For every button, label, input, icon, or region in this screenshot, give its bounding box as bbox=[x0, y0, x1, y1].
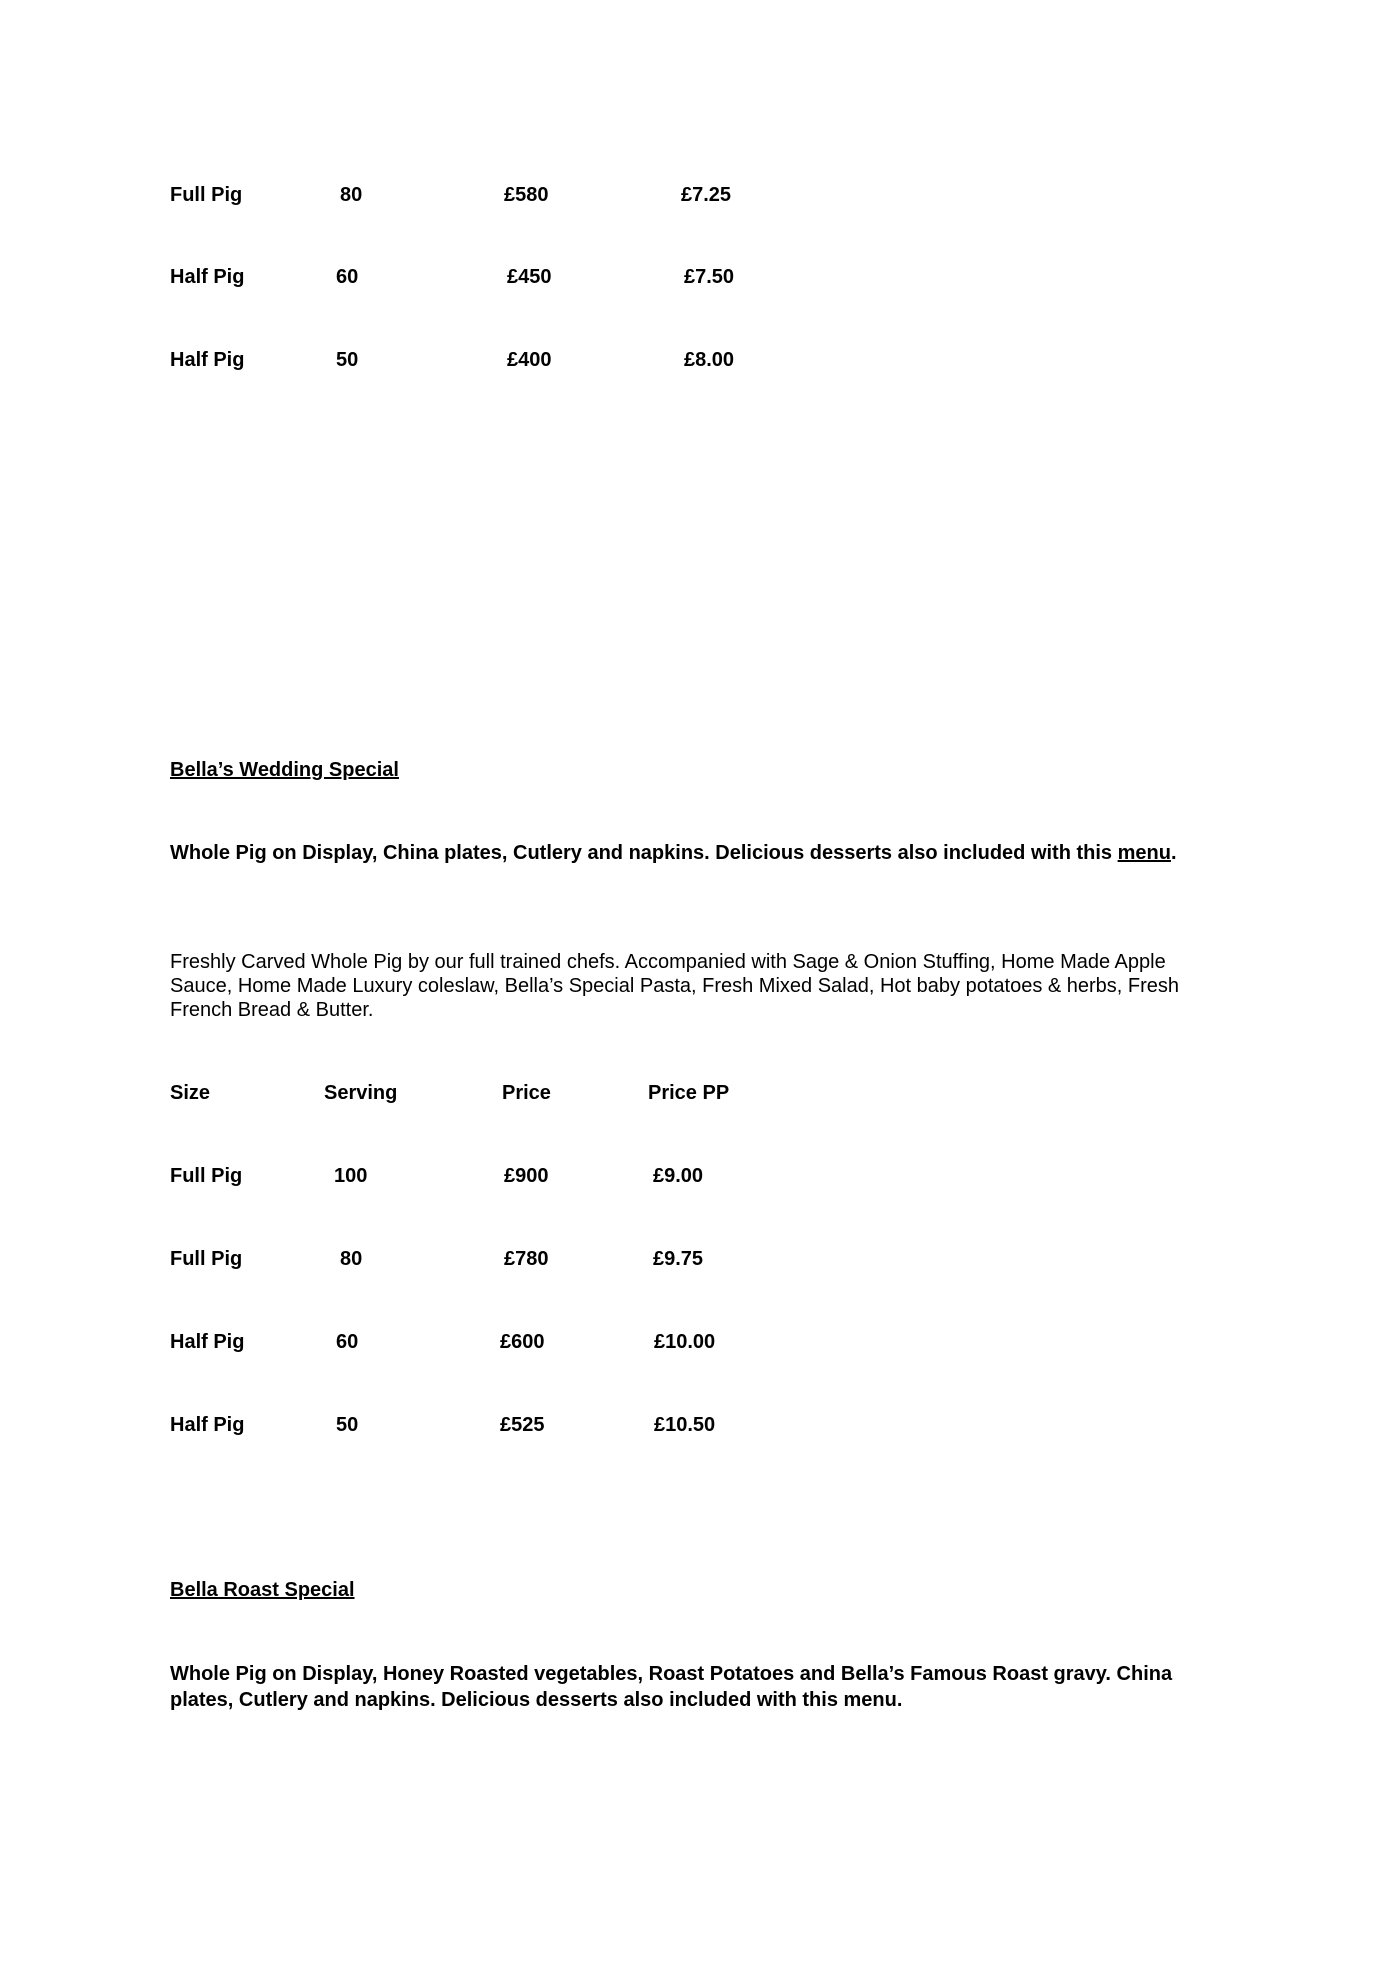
table-header-size: Size bbox=[170, 1082, 211, 1104]
table-cell-price-pp: £10.50 bbox=[654, 1414, 716, 1436]
table-cell-serving: 50 bbox=[336, 1414, 359, 1436]
table-cell-size: Full Pig bbox=[170, 184, 243, 206]
table-cell-size: Full Pig bbox=[170, 1248, 243, 1270]
wedding-intro-end: . bbox=[1170, 842, 1177, 864]
table-cell-price: £600 bbox=[500, 1331, 545, 1353]
table-header-serving: Serving bbox=[324, 1082, 398, 1104]
table-cell-price: £400 bbox=[507, 349, 552, 371]
table-cell-price: £525 bbox=[500, 1414, 545, 1436]
wedding-intro-text: Whole Pig on Display, China plates, Cutlery and napkins. Delicious desserts also included with this bbox=[170, 842, 1118, 864]
table-cell-price-pp: £8.00 bbox=[684, 349, 735, 371]
table-cell-price: £450 bbox=[507, 266, 552, 288]
table-cell-serving: 80 bbox=[340, 184, 363, 206]
table-cell-size: Full Pig bbox=[170, 1165, 243, 1187]
table-cell-price: £580 bbox=[504, 184, 549, 206]
table-cell-size: Half Pig bbox=[170, 1331, 245, 1353]
table-cell-serving: 80 bbox=[340, 1248, 363, 1270]
table-cell-price-pp: £7.25 bbox=[681, 184, 732, 206]
table-cell-size: Half Pig bbox=[170, 266, 245, 288]
wedding-intro bbox=[170, 841, 1190, 866]
table-header-price: Price bbox=[502, 1082, 551, 1104]
table-cell-price: £780 bbox=[504, 1248, 549, 1270]
table-cell-serving: 100 bbox=[334, 1165, 368, 1187]
table-cell-price-pp: £7.50 bbox=[684, 266, 735, 288]
section-heading-roast: Bella Roast Special bbox=[170, 1579, 355, 1601]
wedding-intro-underlined: menu bbox=[1117, 842, 1171, 864]
wedding-description: Freshly Carved Whole Pig by our full trained chefs. Accompanied with Sage & Onion Stuffing, Home Made Apple Sauce, Home Made Luxury coleslaw, Bella’s Special Pasta, Fresh Mixed Salad, Hot baby potatoes & herbs, Fresh French Bread & Butter. bbox=[170, 951, 1180, 1021]
section-heading-wedding: Bella’s Wedding Special bbox=[170, 759, 399, 781]
table-header-price-pp: Price PP bbox=[648, 1082, 730, 1104]
table-cell-price-pp: £9.00 bbox=[653, 1165, 704, 1187]
table-cell-size: Half Pig bbox=[170, 349, 245, 371]
roast-intro: Whole Pig on Display, Honey Roasted vegetables, Roast Potatoes and Bella’s Famous Roast gravy. China plates, Cutlery and napkins. Delicious desserts also included with this menu. bbox=[170, 1663, 1173, 1711]
table-cell-serving: 50 bbox=[336, 349, 359, 371]
table-cell-serving: 60 bbox=[336, 266, 359, 288]
table-cell-serving: 60 bbox=[336, 1331, 359, 1353]
table-cell-size: Half Pig bbox=[170, 1414, 245, 1436]
table-cell-price-pp: £9.75 bbox=[653, 1248, 704, 1270]
table-cell-price-pp: £10.00 bbox=[654, 1331, 716, 1353]
table-cell-price: £900 bbox=[504, 1165, 549, 1187]
